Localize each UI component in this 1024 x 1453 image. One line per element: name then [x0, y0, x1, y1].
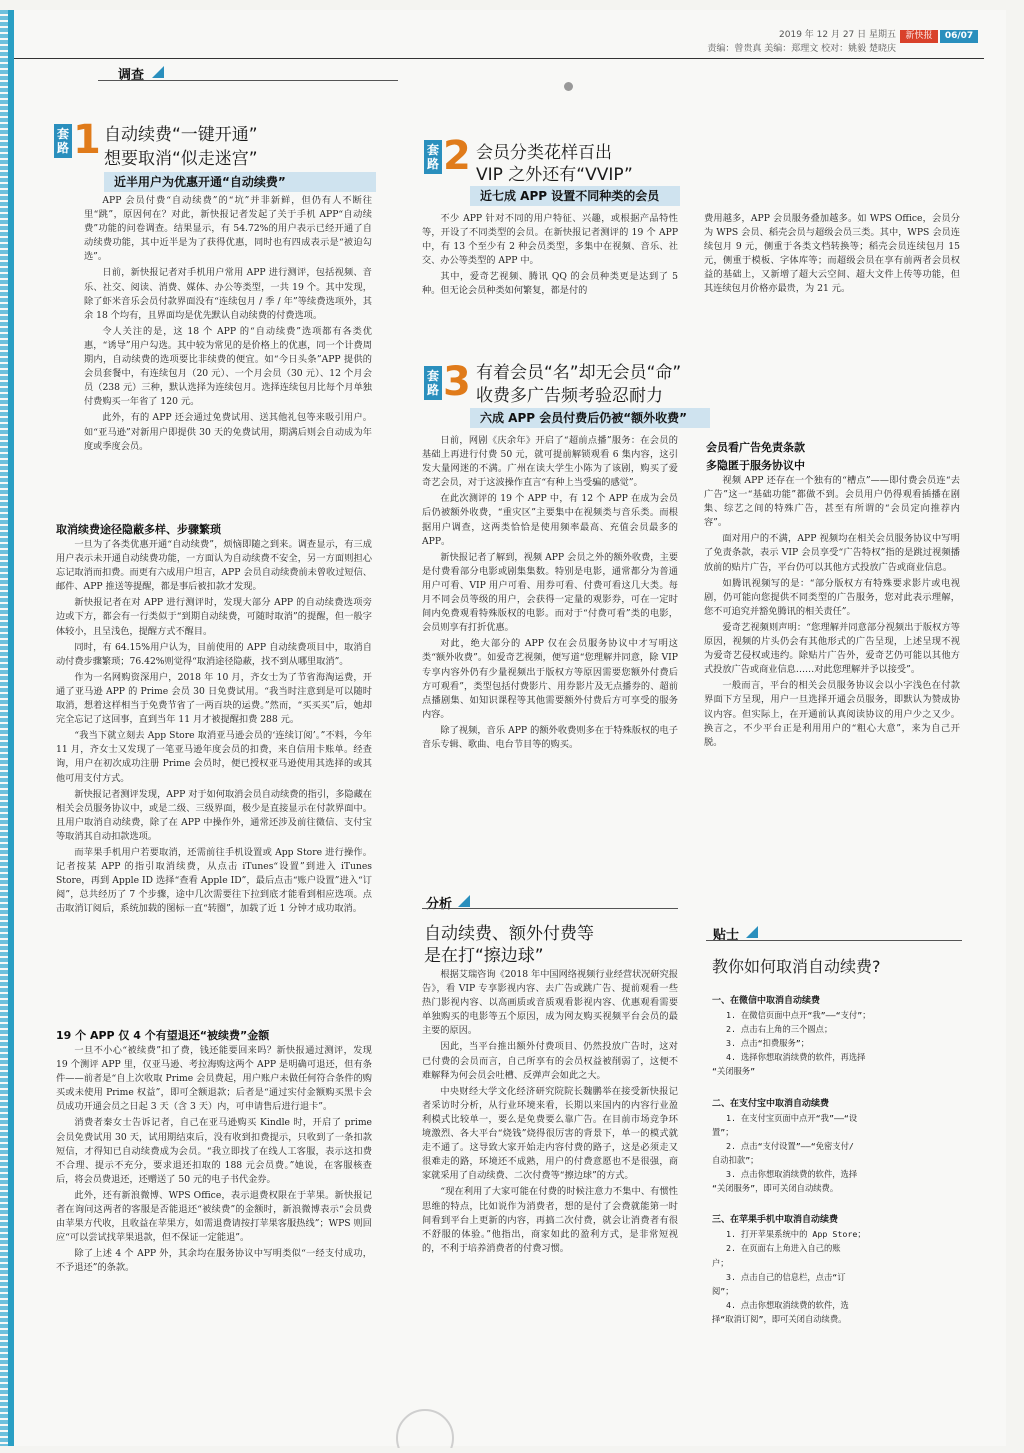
- paper-logo: 新快报: [900, 30, 938, 43]
- tips-step: 择“取消订阅”，即可关闭自动续费。: [712, 1313, 847, 1324]
- headline-1b: 想要取消“似走迷宫”: [104, 149, 258, 169]
- tips-step: 自动扣款”；: [712, 1154, 759, 1165]
- paragraph: 如腾讯视频写的是：“部分版权方有特殊要求影片或电视剧，仍可能向您提供不同类型的广告服务，您对此表示理解，您不可追究并豁免腾讯的相关责任”。: [704, 577, 960, 617]
- tips-step: “关闭服务”，即可关闭自动续费。: [712, 1183, 839, 1194]
- paragraph: 作为一名网购资深用户，2018 年 10 月，齐女士为了节省海淘运费，开通了亚马逊 APP 的 Prime 会员 30 日免费试用。“我当时注意到是可以随时取消，想着这样相当于免费节省了一两百块的运费。”然而，“买买买”后，她却完全忘记了这回事，直到当年 11 月才被提醒扣费 288 元。: [56, 671, 372, 726]
- section-tag-tips: 贴士: [713, 928, 740, 943]
- number-1: 1: [73, 117, 101, 163]
- analysis-body: [422, 968, 678, 1258]
- paragraph: 因此，当平台推出额外付费项目、仍然投放广告时，这对已付费的会员而言，自己所享有的会员权益被削弱了，这便不难解释为何会员会吐槽、反弹声会如此之大。: [422, 1041, 678, 1081]
- tips-step: 2. 点击右上角的三个圆点；: [726, 1024, 833, 1035]
- hole-dot-icon: [564, 82, 573, 91]
- tips-step: 1. 打开苹果系统中的 App Store；: [726, 1229, 866, 1240]
- paragraph: 爱奇艺视频则声明：“您理解并同意部分视频出于版权方等原因，视频的片头仍会有其他形式的广告呈现，上述呈现不视为爱奇艺侵权或违约。除贴片广告外，爱奇艺仍可能以其他方式投放广告或商业信息……对此您理解并予以接受”。: [704, 621, 960, 676]
- tips-body: [712, 988, 964, 1326]
- header-date: 2019 年 12 月 27 日 星期五: [779, 30, 896, 40]
- section-tag-analysis: 分析: [426, 897, 453, 912]
- paragraph: 对此，绝大部分的 APP 仅在会员服务协议中才写明这类“额外收费”。如爱奇艺视频，便写道“您理解并同意，除 VIP 专享内容外仍有少量视频出于版权方等原因需要您额外付费后方可观看”，类型包括付费影片、用券影片及无点播券的、超前点播剧集、如知识课程等其他需要额外付费后方可享受的服务内容。: [422, 638, 678, 720]
- tips-section-title: 三、在苹果手机中取消自动续费: [712, 1215, 839, 1226]
- tips-step: 1. 在微信页面中点开“我”——“支付”；: [726, 1010, 871, 1021]
- paragraph: 此外，有的 APP 还会通过免费试用、送其他礼包等来吸引用户。如“亚马逊”对新用户即提供 30 天的免费试用，期满后则会自动成为年度或季度会员。: [84, 412, 372, 452]
- paragraph: 除了上述 4 个 APP 外，其余均在服务协议中写明类似“一经支付成功，不予退还”的条款。: [56, 1248, 372, 1274]
- body-1b: [56, 538, 372, 918]
- paragraph: 此外，还有新浪微博、WPS Office，表示退费权限在于苹果。新快报记者在询问这两者的客服是否能退还“被续费”的金额时，新浪微博表示“会员费由苹果方代收，且收益在苹果方，如需退费请按打苹果客服热线”；WPS 则回应“可以尝试找苹果退款，但不保证一定能退”。: [56, 1189, 372, 1244]
- body-1c: [56, 1044, 372, 1278]
- heading-1b: 取消续费途径隐蔽多样、步骤繁琐: [56, 523, 221, 536]
- paragraph: “现在利用了大家可能在付费的时候注意力不集中、有惯性思维的特点，比如说作为消费者，想的是付了会费就能第一时间看到平台上更新的内容，再搞二次付费，就会让消费者有很不舒服的体验。”他指出，商家如此的盈利方式，是非常短视的，不利于培养消费者的付费习惯。: [422, 1186, 678, 1254]
- subhead-2: 近七成 APP 设置不同种类的会员: [470, 186, 680, 206]
- body-3-right: [704, 474, 960, 752]
- tips-step: 2. 在页面右上角进入自己的账: [726, 1243, 841, 1254]
- paragraph: 其中，爱奇艺视频、腾讯 QQ 的会员种类更是达到了 5 种。但无论会员种类如何繁复，都是付的: [422, 271, 678, 297]
- page-edge-stripe: [0, 10, 8, 1446]
- tips-step: 置”；: [712, 1126, 734, 1137]
- headline-3a: 有着会员“名”却无会员“命”: [476, 363, 682, 383]
- paragraph: 视频 APP 还存在一个独有的“槽点”——即付费会员连“去广告”这一“基础功能”都做不到。会员用户仍得观看插播在剧集、综艺之间的特殊广告，甚至有所谓的“会员定向推荐内容”。: [704, 475, 960, 529]
- paragraph: 日前，新快报记者对手机用户常用 APP 进行测评，包括视频、音乐、社交、阅读、消费、媒体、办公等类型，一共 19 个。其中发现，除了虾米音乐会员付款界面没有“连续包月 / 季 / 年”等续费选项外，其余 18 个均有，且界面均是优先默认自动续费的付费选项。: [84, 267, 372, 321]
- analysis-rule: [422, 908, 678, 909]
- page-number: 06/07: [940, 30, 978, 43]
- paragraph: 一般而言，平台的相关会员服务协议会以小字浅色在付款界面下方呈现，用户一旦选择开通会员服务，即默认为赞成协议内容。但实际上，在开通前认真阅读协议的用户少之又少。换言之，不少平台正是利用用户的“粗心大意”，来为自己开脱。: [704, 680, 960, 748]
- subhead-3: 六成 APP 会员付费后仍被“额外收费”: [470, 408, 710, 428]
- header-credits: 责编：曾贵真 美编：郑理文 校对：姚毅 楚晓庆: [707, 44, 896, 54]
- tao-label-2: 套路: [424, 140, 442, 174]
- tips-step: 3. 点击自己的信息栏，点击“订: [726, 1271, 846, 1282]
- tag-triangle-icon: [746, 926, 758, 938]
- paragraph: 除了视频，音乐 APP 的额外收费则多在于特殊版权的电子音乐专辑、歌曲、电台节目等的购买。: [422, 724, 678, 750]
- bottom-seal-icon: [380, 1398, 470, 1448]
- number-3: 3: [443, 359, 471, 405]
- paragraph: 不少 APP 针对不同的用户特征、兴趣，或根据产品特性等，开设了不同类型的会员。在新快报记者测评的 19 个 APP 中，有 13 个至少有 2 种会员类型，多集中在视频、音乐、社交、办公等类型的 APP 中。: [422, 213, 678, 267]
- paragraph: 新快报记者测评发现，APP 对于如何取消会员自动续费的指引，多隐藏在相关会员服务协议中，或是二级、三级界面，极少是直接显示在付款界面中。且用户取消自动续费，除了在 APP 中操作外，通常还涉及前往微信、支付宝等取消其自动扣款选项。: [56, 788, 372, 842]
- body-2-left: [422, 212, 678, 301]
- tips-step: “关闭服务”: [712, 1066, 756, 1077]
- analysis-headline-a: 自动续费、额外付费等: [424, 924, 594, 944]
- paragraph: 面对用户的不满，APP 视频均在相关会员服务协议中写明了免责条款，表示 VIP 会员享受“广告特权”指的是跳过视频播放前的贴片广告，平台仍可以其他方式投放广告或商业信息。: [704, 533, 960, 573]
- tips-section-title: 二、在支付宝中取消自动续费: [712, 1098, 830, 1109]
- heading-1c: 19 个 APP 仅 4 个有望退还“被续费”金额: [56, 1029, 270, 1042]
- paragraph: 一旦为了各类优惠开通“自动续费”，烦恼即随之到来。调查显示，有三成用户表示未开通自动续费功能，一方面认为自动续费不安全，另一方面则担心忘记取消而扣费。而更有六成用户坦言，APP 会员自动续费前未曾收过短信、邮件、APP 推送等提醒，都是事后被扣款才发现。: [56, 539, 372, 593]
- heading-3r-b: 多隐匿于服务协议中: [706, 459, 805, 472]
- paragraph: 新快报记者了解到，视频 APP 会员之外的额外收费，主要是付费看部分电影或剧集集数。特别是电影，通常都分为普通用户可看、VIP 用户可看、用券可看、付费可看这几大类。每月不同会员等级的用户，会获得一定量的观影券，可在一定时间内免费观看特殊版权的电影。而对于“付费可看”类的电影，会员则享有打折优惠。: [422, 551, 678, 634]
- paragraph: 令人关注的是，这 18 个 APP 的“自动续费”选项都有各类优惠，“诱导”用户勾选。其中较为常见的是价格上的优惠，同一个计费周期内，自动续费的选项要比非续费的便宜。如“今日头条”APP 提供的会员套餐中，有连续包月（20 元）、一个月会员（30 元）、12 个月会员（238 元）三种，默认选择为连续包月。选择连续包月比每个月单独付费购买一年省了 120 元。: [84, 325, 372, 408]
- paragraph: 消费者秦女士告诉记者，自己在亚马逊购买 Kindle 时，开启了 prime 会员免费试用 30 天，试用期结束后，没有收到扣费提示，只收到了一条扣款短信，才得知已自动续费成为会员。“我立即找了在线人工客服，表示这扣费不合理、提示不充分，要求退还扣取的 188 元会员费。”她说，在客服核查后，将会员费退还，还赠送了 50 元的电子书代金券。: [56, 1117, 372, 1185]
- analysis-headline-b: 是在打“擦边球”: [424, 946, 544, 966]
- number-2: 2: [443, 133, 471, 179]
- tips-step: 3. 点击你想取消续费的软件，选择: [726, 1169, 858, 1180]
- paragraph: 根据艾瑞咨询《2018 年中国网络视频行业经营状况研究报告》，看 VIP 专享影视内容、去广告或跳广告、提前观看一些热门影视内容、以高画质或音质观看影视内容、优惠观看需要单独购买的电影等五个原因，成为网友购买视频平台会员的最主要的原因。: [422, 969, 679, 1037]
- tips-rule: [706, 940, 962, 941]
- paragraph: 费用越多，APP 会员服务叠加越多。如 WPS Office，会员分为 WPS 会员、稻壳会员与超级会员三类。其中，WPS 会员连续包月 9 元，侧重于各类文档转换等；稻壳会员连续包月 15 元，侧重于模板、字体库等；而超级会员在享有前两者会员权益的基础上，又新增了超大云空间、超大文件上传等功能，但其连续包月价格亦最贵，为 21 元。: [704, 213, 960, 295]
- section-tag-survey: 调查: [118, 68, 145, 83]
- paragraph: 中央财经大学文化经济研究院院长魏鹏举在接受新快报记者采访时分析，从行业环境来看，长期以来国内的内容行业盈利模式比较单一，要么是免费要么靠广告。在目前市场竞争环境激烈、各大平台“烧钱”烧得很厉害的背景下，单一的模式就走不通了。这导致大家开始走内容付费的路子，这是必须走又很难走的路，环境还不成熟，用户的付费意愿也不是很强，商家就采用了自动续费、二次付费等“擦边球”的方式。: [422, 1085, 678, 1182]
- tag-triangle-icon: [458, 895, 470, 907]
- subhead-1: 近半用户为优惠开通“自动续费”: [104, 172, 376, 192]
- tips-step: 4. 选择你想取消续费的软件，再选择: [726, 1052, 866, 1063]
- tao-label-1: 套路: [54, 124, 72, 158]
- paragraph: APP 会员付费“自动续费”的“坑”并非新鲜，但仍有人不断往里“跳”，原因何在？对此，新快报记者发起了关于手机 APP“自动续费”功能的问卷调查。结果显示，有 54.72%的用户表示已经开通了自动续费功能，其中近半是为了获得优惠，同时也有四成表示是“被迫勾选”。: [84, 195, 372, 263]
- paragraph: 日前，网剧《庆余年》开启了“超前点播”服务：在会员的基础上再进行付费 50 元，就可提前解锁观看 6 集内容，这引发大量网迷的不满。广州在读大学生小陈为了该剧，购买了爱奇艺会员，对于这波操作直言“有种上当受骗的感觉”。: [422, 435, 678, 489]
- tips-section-title: 一、在微信中取消自动续费: [712, 996, 821, 1006]
- headline-2b: VIP 之外还有“VVIP”: [476, 165, 633, 185]
- body-1a: [84, 194, 372, 456]
- header-rule: [14, 58, 984, 59]
- paragraph: 而苹果手机用户若要取消，还需前往手机设置或 App Store 进行操作。记者按某 APP 的指引取消续费，从点击 iTunes“设置”到进入 iTunes Store，再到 Apple ID 选择“查看 Apple ID”，最后点击“账户设置”进入“订阅”，总共经历了 7 个步骤，途中几次需要往下拉到底才能看到相应选项。点击取消订阅后，系统加载的图标一直“转圈”，加载了近 1 分钟才成功取消。: [56, 846, 372, 915]
- heading-3r-a: 会员看广告免责条款: [706, 441, 805, 454]
- tao-label-3: 套路: [424, 366, 442, 400]
- paragraph: “我当下就立刻去 App Store 取消亚马逊会员的‘连续订阅’。”不料，今年 11 月，齐女士又发现了一笔亚马逊年度会员的扣费，来自信用卡账单。经查询，用户在初次成功注册 Prime 会员时，便已授权亚马逊使用其选择的或其他可用支付方式。: [56, 730, 372, 784]
- tips-step: 户；: [712, 1257, 729, 1268]
- headline-1a: 自动续费“一键开通”: [104, 125, 258, 145]
- paragraph: 新快报记者在对 APP 进行测评时，发现大部分 APP 的自动续费选项旁边或下方，都会有一行类似于“到期自动续费，可随时取消”的提醒，但一般字体较小，且呈浅色，提醒方式不醒目。: [56, 597, 372, 637]
- tips-step: 1. 在支付宝页面中点开“我”——“设: [726, 1112, 858, 1123]
- paragraph: 在此次测评的 19 个 APP 中，有 12 个 APP 在成为会员后仍被额外收费，“重灾区”主要集中在视频类与音乐类。而根据用户调查，这两类恰恰是使用频率最高、充值会员最多的 APP。: [422, 493, 678, 547]
- headline-3b: 收费多广告频考验忍耐力: [476, 386, 663, 406]
- paragraph: 同时，有 64.15%用户认为，目前使用的 APP 自动续费项目中，取消自动付费步骤繁琐；76.42%则觉得“取消途径隐蔽，找不到从哪里取消”。: [56, 641, 372, 667]
- tips-step: 阅”；: [712, 1285, 734, 1296]
- headline-2a: 会员分类花样百出: [476, 143, 612, 163]
- tag-rule: [98, 80, 398, 81]
- tips-headline: 教你如何取消自动续费?: [712, 957, 881, 976]
- paragraph: 一旦不小心“被续费”扣了费，钱还能要回来吗？新快报通过测评，发现 19 个测评 APP 里，仅亚马逊、考拉海购这两个 APP 是明确可退还，但有条件——前者是“自上次收取 Prime 会员费起，用户账户未做任何符合条件的购买或未使用 Prime 权益”，即可全额退款；后者是“通过实付金额购买黑卡会员成功开通会员之日起 3 天（含 3 天）内，可申请售后进行退卡”。: [56, 1045, 372, 1113]
- tag-triangle-icon: [152, 66, 164, 78]
- tips-step: 4. 点击你想取消续费的软件，选: [726, 1299, 849, 1310]
- tips-step: 2. 点击“支付设置”——“免密支付/: [726, 1140, 854, 1151]
- body-2-right: [704, 212, 960, 299]
- body-3-left: [422, 434, 678, 754]
- tips-step: 3. 点击“扣费服务”；: [726, 1038, 810, 1049]
